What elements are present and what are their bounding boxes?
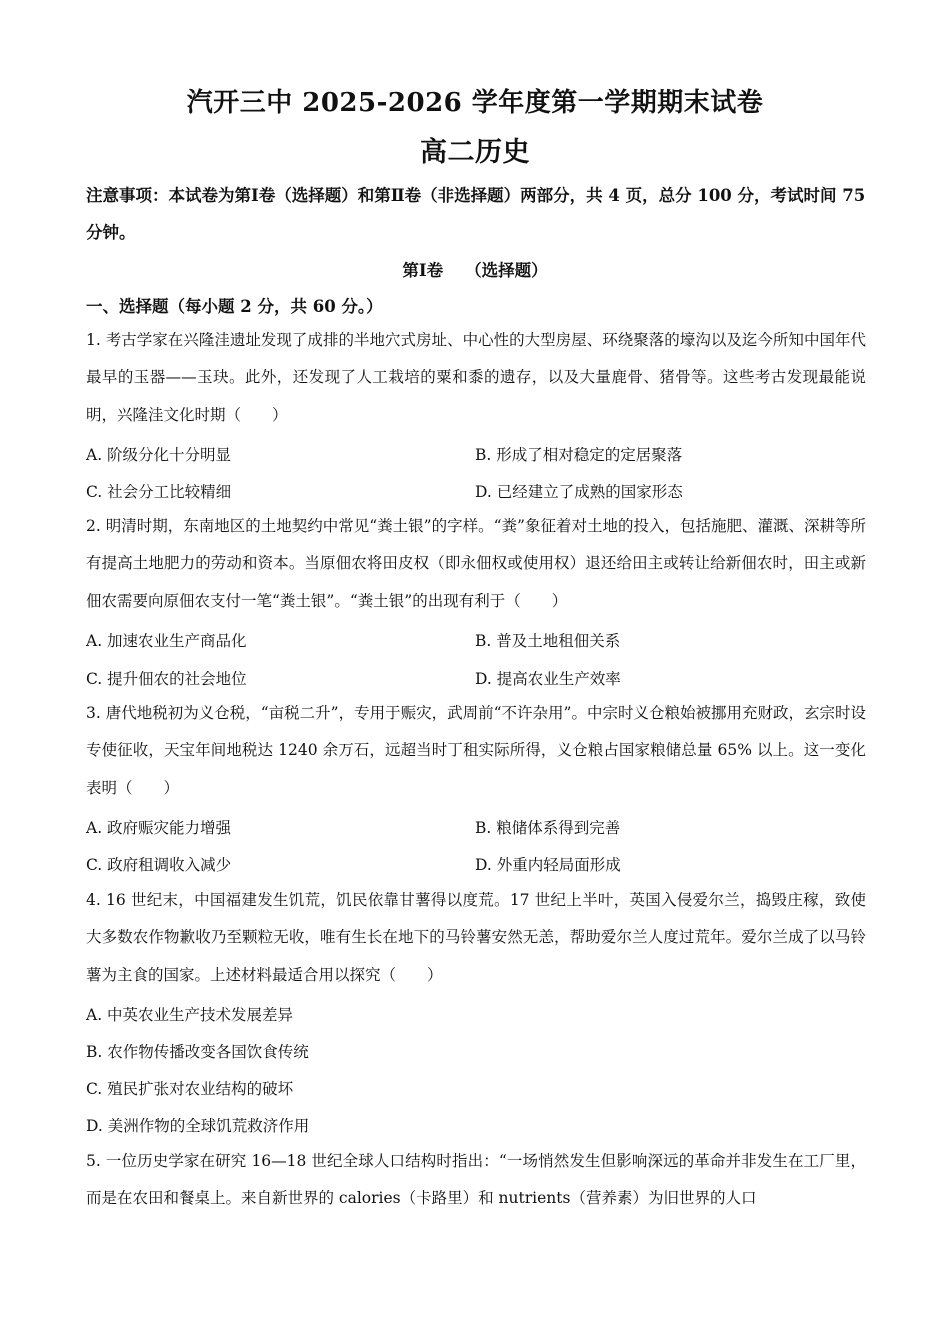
q3-option-b: B. 粮储体系得到完善: [475, 819, 621, 837]
exam-notice: 注意事项：本试卷为第Ⅰ卷（选择题）和第Ⅱ卷（非选择题）两部分，共 4 页，总分 100 分，考试时间 75 分钟。: [86, 186, 866, 242]
section-heading: 一、选择题（每小题 2 分，共 60 分。）: [86, 297, 383, 316]
q4-option-d: D. 美洲作物的全球饥荒救济作用: [86, 1117, 310, 1135]
part-label: 第Ⅰ卷: [402, 261, 444, 280]
subject-title: 高二历史: [420, 137, 530, 168]
question-5-stem: 5. 一位历史学家在研究 16—18 世纪全球人口结构时指出：“一场悄然发生但影响深远的革命并非发生在工厂里，而是在农田和餐桌上。来自新世界的 calories（卡路里）和 nutrients（营养素）为旧世界的人口: [86, 1152, 866, 1208]
part-sub: （选择题）: [465, 261, 548, 280]
part-heading: [0, 257, 950, 281]
q4-option-c: C. 殖民扩张对农业结构的破坏: [86, 1080, 294, 1098]
q1-option-a: A. 阶级分化十分明显: [86, 446, 232, 464]
question-3-stem: 3. 唐代地税初为义仓税，“亩税二升”，专用于赈灾，武周前“不许杂用”。中宗时义仓粮始被挪用充财政，玄宗时设专使征收，天宝年间地税达 1240 余万石，远超当时丁租实际所得，义仓粮占国家粮储总量 65% 以上。这一变化表明（ ）: [86, 704, 866, 797]
q1-option-c: C. 社会分工比较精细: [86, 483, 232, 501]
q1-option-d: D. 已经建立了成熟的国家形态: [475, 483, 683, 501]
question-4-stem: 4. 16 世纪末，中国福建发生饥荒，饥民依靠甘薯得以度荒。17 世纪上半叶，英国入侵爱尔兰，捣毁庄稼，致使大多数农作物歉收乃至颗粒无收，唯有生长在地下的马铃薯安然无恙，帮助爱尔兰人度过荒年。爱尔兰成了以马铃薯为主食的国家。上述材料最适合用以探究（ ）: [86, 891, 866, 984]
q4-option-a: A. 中英农业生产技术发展差异: [86, 1006, 294, 1024]
q2-option-a: A. 加速农业生产商品化: [86, 632, 247, 650]
q4-option-b: B. 农作物传播改变各国饮食传统: [86, 1043, 309, 1061]
q1-option-b: B. 形成了相对稳定的定居聚落: [475, 446, 683, 464]
q2-option-b: B. 普及土地租佃关系: [475, 632, 621, 650]
q2-option-d: D. 提高农业生产效率: [475, 670, 621, 688]
q2-option-c: C. 提升佃农的社会地位: [86, 670, 247, 688]
q3-option-d: D. 外重内轻局面形成: [475, 856, 621, 874]
exam-title: 汽开三中 2025-2026 学年度第一学期期末试卷: [186, 88, 764, 118]
q3-option-a: A. 政府赈灾能力增强: [86, 819, 232, 837]
question-1-stem: 1. 考古学家在兴隆洼遗址发现了成排的半地穴式房址、中心性的大型房屋、环绕聚落的壕沟以及迄今所知中国年代最早的玉器——玉玦。此外，还发现了人工栽培的粟和黍的遗存，以及大量鹿骨、猪骨等。这些考古发现最能说明，兴隆洼文化时期（ ）: [86, 331, 866, 424]
q3-option-c: C. 政府租调收入减少: [86, 856, 232, 874]
question-2-stem: 2. 明清时期，东南地区的土地契约中常见“粪土银”的字样。“粪”象征着对土地的投入，包括施肥、灌溉、深耕等所有提高土地肥力的劳动和资本。当原佃农将田皮权（即永佃权或使用权）退还给田主或转让给新佃农时，田主或新佃农需要向原佃农支付一笔“粪土银”。“粪土银”的出现有利于（ ）: [86, 517, 866, 610]
